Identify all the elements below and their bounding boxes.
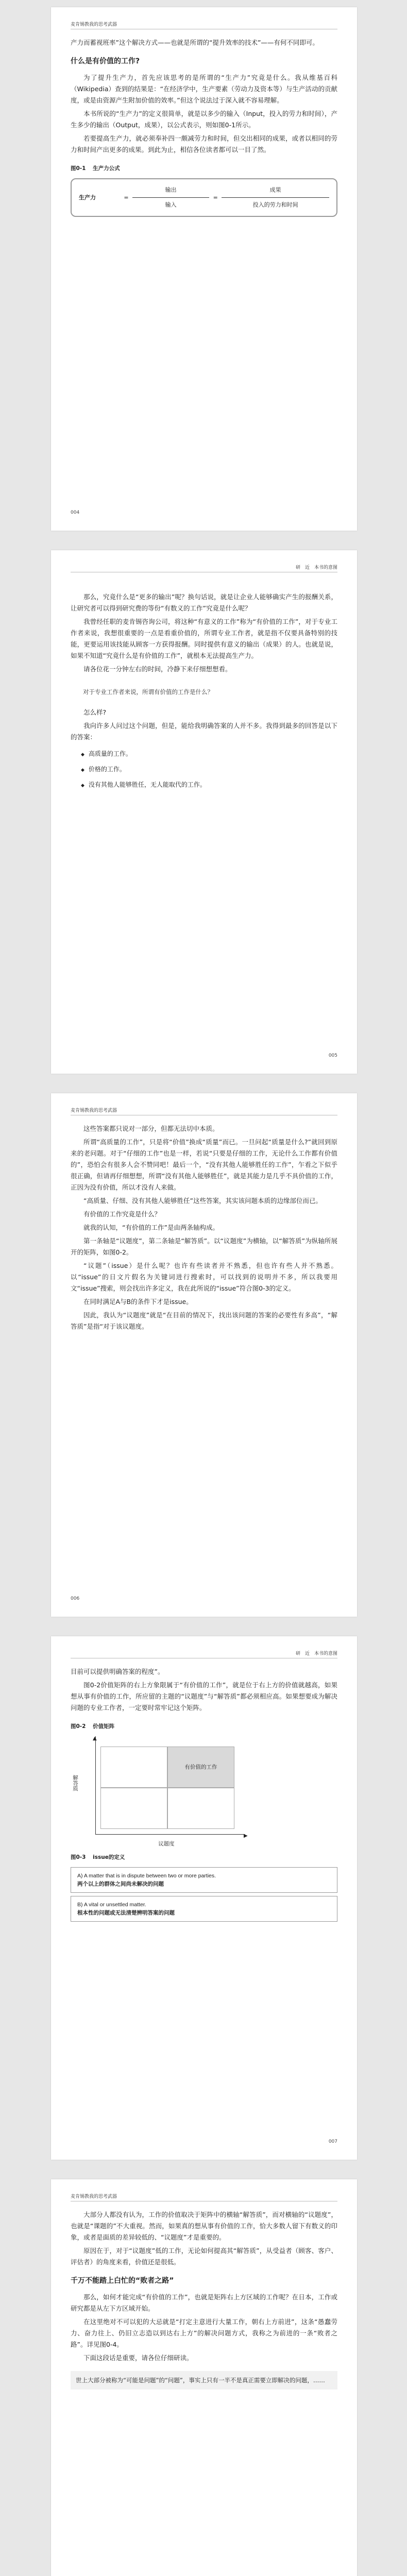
running-head: 研 近 本书的意图: [295, 565, 337, 570]
figure-title: issue的定义: [93, 1854, 125, 1860]
fraction-1: [132, 184, 209, 211]
paragraph: 若要提高生产力，就必须奉补四一颇减劳力和时间，但交出相同的成果，或者以相同的劳力和时间产出更多的成果。到此为止，相信各位读者都可以一目了然。: [71, 134, 337, 154]
quadrant-bottom-right: [167, 1788, 234, 1829]
arrow-right-icon: ▶: [244, 1833, 248, 1839]
paragraph: 所谓“高质量的工作”，只是将“价值”换成“质量”而已。一旦问起“质量是什么?”就回到原来的老问题。对于“仔细的工作”也是一样，若说“只要是仔细的工作，无论什么工作都有价值的”，恐怕会有很多人会不赞同吧！最后一个，“没有其他人能够胜任的工作”，乍看之下似乎很正确，但请再仔细想想，所谓“没有其他人能够胜任”，就是其能力是几乎不具价值的工作，正因为没有价值，所以才没有人来做。: [71, 1138, 337, 1191]
paragraph: “议题”（issue）是什么呢？也许有些读者并不熟悉，但也许有些人并不熟悉。以“issue”的日文片假名为关键词进行搜索时，可以找到的说明并不多，所以我要用文“issue”搜索，则会找出许多定义，我在此所说的“issue”符合图0-3的定义。: [71, 1262, 337, 1292]
paragraph: 为了提升生产力，首先应该思考的是所谓的“生产力”究竟是什么。我从维基百科（Wikipedia）查到的结果是：“在经济学中，生产要素（劳动力及资本等）与生产活动的贡献度，或是由资源产生附加价值的效率。”但这个说法过于深入就不容易理解。: [71, 74, 337, 104]
paragraph: 那么，如何才能完成“有价值的工作”，也就是矩阵右上方区域的工作呢？在日本，工作或研究都是从左下方区域开始。: [71, 2293, 337, 2312]
list-item: ◆ 高质量的工作。: [81, 748, 337, 760]
quadrant-top-left: [100, 1747, 167, 1788]
x-axis-label: 议题度: [158, 1841, 175, 1847]
paragraph: 产力而蓄视班率”这个解决方式——也就是所谓的“提升效率的技术”——有何不同即可。: [71, 39, 319, 46]
definition-english: A) A matter that is in dispute between two or more parties.: [77, 1873, 216, 1879]
highlighted-quote: 世上大部分被称为“可能是问题”的“问题”，事实上只有一半不是真正需要立即解决的问题，……: [71, 2371, 337, 2389]
page-content: [71, 591, 337, 796]
definition-chinese: 根本性的问题或无法清楚辨明答案的问题: [77, 1910, 175, 1916]
paragraph: 我曾经任职的麦肯锡咨询公司，将这种“有意义的工作”称为“有价值的工作”，对于专业工作者来说，我想很重要的一点是看重价值的，所谓专业工作者，就是指不仅要具备特别的技能，更要运用该技能从顾客一方获得报酬。同时提供有意义的输出（成果）的人。也就是说，如果不知道“究竟什么是有价值的工作”，就根本无法提高生产力。: [71, 618, 337, 659]
section-heading: 什么是有价值的工作?: [71, 57, 140, 65]
paragraph: 图0-2价值矩阵的右上方象限属于“有价值的工作”，就是位于右上方的价值就越高，如果想从事有价值的工作，所应留的主题的“议题度”与“解答质”都必须相应高。如果想要成为解决问题的专业工作者，一定要时常牢记这个矩阵。: [71, 1681, 337, 1711]
paragraph: “高质量、仔细、没有其他人能够胜任”这些答案，其实该问题本质的边缘部位而已。: [83, 1197, 322, 1205]
paragraph: 有价值的工作究竟是什么？: [83, 1210, 161, 1218]
paragraph: 目前可以提供明确答案的程度”。: [71, 1668, 164, 1675]
book-page-005: [51, 550, 357, 1074]
paragraph: 原因在于，对于“议题度”低的工作，无论如何提高其“解答质”，从受益者（顾客、客户、评估者）的角度来看，价值还是很低。: [71, 2247, 337, 2266]
paragraph: 因此，我认为“议题度”就是“在目前的情况下，找出该问题的答案的必要性有多高”，“解答质”是指“对于该议题度。: [71, 1311, 337, 1330]
numerator: 成果: [222, 184, 329, 198]
page-number: 005: [328, 1053, 337, 1058]
paragraph: 在这里绝对不可以犯的大忌就是“打定主意进行大量工作，朝右上方前进”，这条“愚蠢劳力、奋力往上、仍旧立志造以到达右上方”的解决问题方式，我称之为前进的一条“败者之路”。详见图0-4。: [71, 2318, 337, 2348]
book-page-007: [51, 1636, 357, 2160]
fraction-2: [222, 184, 329, 211]
callout-question: 对于专业工作者来说，所谓有价值的工作是什么？: [83, 688, 213, 696]
book-page-006: [51, 1093, 357, 1617]
definition-english: B) A vital or unsettled matter.: [77, 1902, 146, 1908]
figure-number: 图0-2: [71, 1723, 86, 1730]
figure-number: 图0-1: [71, 165, 86, 172]
paragraph: 大部分人都没有认为，工作的价值取决于矩阵中的横轴“解答质”，而对横轴的“议题度”，也就是“课题的”不大重视。然而，如果真的想从事有价值的工作，恰大多数人留下有数义的印象，或者是面质的差异较低的、“议题度”才是重要的。: [71, 2211, 337, 2241]
running-head: 研 近 本书的意图: [295, 1651, 337, 1656]
paragraph: 就我的认知，“有价值的工作”是由两条轴构成。: [83, 1224, 219, 1231]
equals-sign: =: [213, 194, 218, 201]
running-head: 麦肯锡教我的思考武器: [71, 1108, 117, 1113]
running-head: 麦肯锡教我的思考武器: [71, 22, 117, 27]
figure-caption: [71, 1852, 337, 1863]
arrow-up-icon: ▲: [93, 1736, 97, 1741]
numerator: 输出: [132, 184, 209, 198]
definition-chinese: 两个以上的群体之间尚未解决的问题: [77, 1881, 164, 1887]
page-number: 006: [71, 1596, 80, 1601]
figure-title: 价值矩阵: [93, 1723, 115, 1730]
paragraph: 这些答案都只说对一部分，但都无法切中本质。: [83, 1125, 219, 1132]
value-matrix: [71, 1736, 337, 1847]
y-axis: [95, 1736, 96, 1834]
equals-sign: =: [124, 194, 129, 201]
paragraph: 那么，究竟什么是“更多的输出”呢？换句话说，就是让企业人能够确实产生的报酬关系，让研究者可以得到研究费的等份“有数义的工作”究竟是什么呢？: [71, 593, 337, 612]
paragraph: 在同时满足A与B的条件下才是issue。: [83, 1298, 193, 1306]
answer-list: [81, 748, 337, 791]
list-item: ◆ 价格的工作。: [81, 764, 337, 776]
paragraph: 本书所说的“生产力”的定义很简单，就是以多少的输入（Input，投入的劳力和时间），产生多少的输出（Output，成果），以公式表示，则如图0-1所示。: [71, 110, 337, 129]
issue-definition-a: [71, 1867, 337, 1893]
y-axis-label: 解答质: [72, 1775, 78, 1791]
productivity-formula: [71, 178, 337, 217]
list-item: ◆ 没有其他人能够胜任，无人能取代的工作。: [81, 779, 337, 791]
denominator: 投入的劳力和时间: [252, 201, 298, 208]
page-content: [71, 2209, 337, 2397]
figure-number: 图0-3: [71, 1854, 86, 1860]
quadrant-bottom-left: [100, 1788, 167, 1829]
figure-title: 生产力公式: [93, 165, 120, 172]
figure-caption: [71, 163, 337, 174]
x-axis: [95, 1834, 245, 1835]
page-content: [71, 37, 337, 225]
paragraph: 请各位花一分钟左右的时间，冷静下来仔细想想看。: [83, 665, 232, 673]
page-content: [71, 1123, 337, 1334]
paragraph: 怎么样?: [83, 708, 107, 716]
issue-definition-b: [71, 1896, 337, 1922]
figure-caption: [71, 1721, 337, 1732]
page-number: 004: [71, 510, 80, 515]
page-content: [71, 1666, 337, 1925]
denominator: 输入: [165, 201, 177, 208]
paragraph: 我向许多人问过这个问题，但是，能给我明确答案的人并不多。我得到最多的回答是以下的答案：: [71, 722, 337, 741]
quadrant-label: 有价值的工作: [184, 1764, 217, 1770]
book-page-004: [51, 7, 357, 531]
section-heading: 千万不能踏上白忙的“败者之路”: [71, 2277, 174, 2285]
paragraph: 第一条轴是“议题度”，第二条轴是“解答质”。以“议题度”为横轴，以“解答质”为纵轴所展开的矩阵，如图0-2。: [71, 1237, 337, 1256]
formula-lhs: 生产力: [79, 194, 96, 201]
quadrant-top-right: [167, 1747, 234, 1788]
book-page-008: [51, 2179, 357, 2576]
page-number: 007: [328, 2139, 337, 2144]
paragraph: 下面这段话是重要，请各位仔细研读。: [83, 2354, 193, 2362]
running-head: 麦肯锡教我的思考武器: [71, 2194, 117, 2199]
